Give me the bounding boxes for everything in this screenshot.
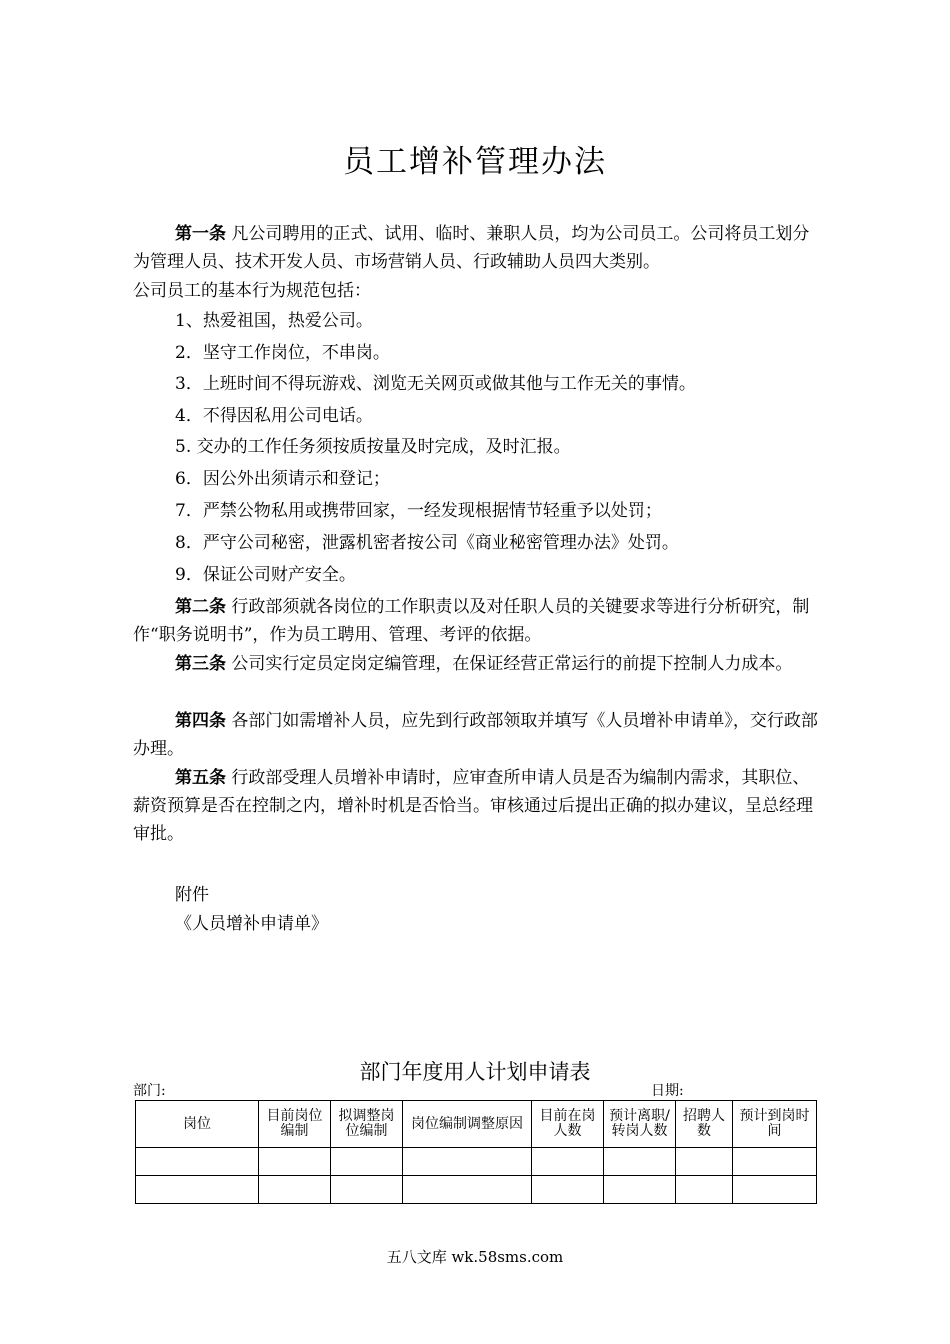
article-3-label: 第三条 — [175, 654, 226, 674]
article-5-text: 行政部受理人员增补申请时，应审查所申请人员是否为编制内需求，其职位、薪资预算是否在控制之内，增补时机是否恰当。审核通过后提出正确的拟办建议，呈总经理审批。 — [133, 768, 813, 844]
article-1-lead: 公司员工的基本行为规范包括： — [133, 281, 371, 301]
attachment-name: 《人员增补申请单》 — [175, 914, 328, 934]
attachment-label: 附件 — [175, 885, 209, 905]
column-header-current-quota: 目前岗位编制 — [259, 1101, 331, 1148]
table-cell[interactable] — [604, 1176, 676, 1204]
rule-item-1: 1、热爱祖国，热爱公司。 — [175, 311, 373, 331]
column-header-recruit-count: 招聘人数 — [676, 1101, 733, 1148]
article-2-text: 行政部须就各岗位的工作职责以及对任职人员的关键要求等进行分析研究，制作“职务说明书”，作为员工聘用、管理、考评的依据。 — [133, 597, 810, 645]
article-4-label: 第四条 — [175, 711, 226, 731]
table-cell[interactable] — [331, 1176, 403, 1204]
table-row — [136, 1176, 817, 1204]
rule-item-3: 3．上班时间不得玩游戏、浏览无关网页或做其他与工作无关的事情。 — [175, 374, 696, 394]
article-3 — [133, 650, 823, 678]
article-1 — [133, 220, 823, 276]
column-header-adjust-reason: 岗位编制调整原因 — [403, 1101, 532, 1148]
rule-item-9: 9．保证公司财产安全。 — [175, 565, 356, 585]
table-cell[interactable] — [733, 1176, 817, 1204]
rule-item-7: 7．严禁公物私用或携带回家，一经发现根据情节轻重予以处罚； — [175, 501, 662, 521]
form-title: 部门年度用人计划申请表 — [359, 1060, 591, 1084]
table-cell[interactable] — [331, 1148, 403, 1176]
rule-item-8: 8．严守公司秘密，泄露机密者按公司《商业秘密管理办法》处罚。 — [175, 533, 679, 553]
article-1-label: 第一条 — [175, 224, 226, 244]
article-4 — [133, 707, 823, 763]
column-header-expected-leave: 预计离职/转岗人数 — [604, 1101, 676, 1148]
table-cell[interactable] — [136, 1148, 259, 1176]
table-cell[interactable] — [733, 1148, 817, 1176]
table-cell[interactable] — [676, 1148, 733, 1176]
article-4-text: 各部门如需增补人员，应先到行政部领取并填写《人员增补申请单》，交行政部办理。 — [133, 711, 818, 759]
article-2-label: 第二条 — [175, 597, 226, 617]
article-1-text: 凡公司聘用的正式、试用、临时、兼职人员，均为公司员工。公司将员工划分为管理人员、技术开发人员、市场营销人员、行政辅助人员四大类别。 — [133, 224, 810, 272]
rule-item-2: 2．坚守工作岗位，不串岗。 — [175, 343, 390, 363]
table-cell[interactable] — [403, 1148, 532, 1176]
article-3-text: 公司实行定员定岗定编管理，在保证经营正常运行的前提下控制人力成本。 — [231, 654, 793, 674]
column-header-current-staff: 目前在岗人数 — [532, 1101, 604, 1148]
table-cell[interactable] — [532, 1148, 604, 1176]
table-cell[interactable] — [259, 1176, 331, 1204]
page-title: 员工增补管理办法 — [343, 144, 607, 180]
rule-item-4: 4．不得因私用公司电话。 — [175, 406, 373, 426]
table-cell[interactable] — [136, 1176, 259, 1204]
table-cell[interactable] — [532, 1176, 604, 1204]
table-cell[interactable] — [403, 1176, 532, 1204]
rule-item-5: 5. 交办的工作任务须按质按量及时完成，及时汇报。 — [175, 437, 571, 457]
column-header-arrival-time: 预计到岗时间 — [733, 1101, 817, 1148]
department-label: 部门: — [133, 1083, 166, 1099]
date-label: 日期: — [651, 1083, 684, 1099]
application-table — [135, 1100, 817, 1204]
table-cell[interactable] — [259, 1148, 331, 1176]
article-5-label: 第五条 — [175, 768, 226, 788]
table-row — [136, 1148, 817, 1176]
article-5 — [133, 764, 823, 848]
column-header-position: 岗位 — [136, 1101, 259, 1148]
column-header-adjusted-quota: 拟调整岗位编制 — [331, 1101, 403, 1148]
table-cell[interactable] — [604, 1148, 676, 1176]
table-cell[interactable] — [676, 1176, 733, 1204]
table-header-row — [136, 1101, 817, 1148]
footer-watermark: 五八文库 wk.58sms.com — [386, 1248, 564, 1266]
rule-item-6: 6．因公外出须请示和登记； — [175, 469, 390, 489]
article-2 — [133, 593, 823, 649]
